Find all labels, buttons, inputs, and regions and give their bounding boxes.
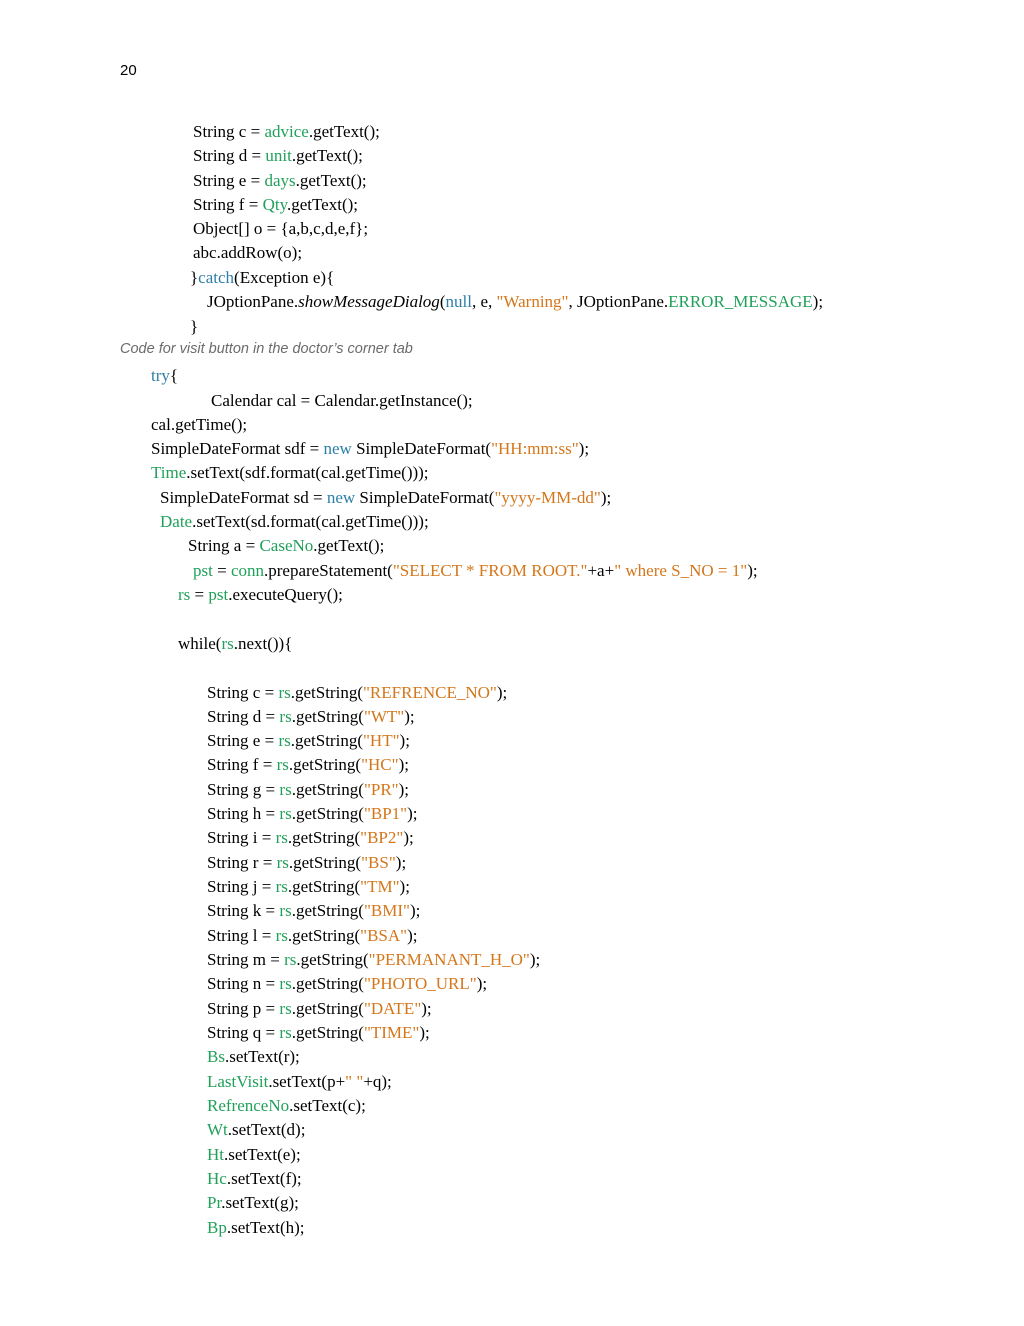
code-token-plain: String p = [207,999,280,1018]
code-token-plain: , e, [471,292,497,311]
code-token-keyword: try [151,366,170,385]
code-token-field: pst [193,561,213,580]
code-token-string: " " [345,1072,364,1091]
code-token-field: rs [279,780,292,799]
code-token-plain: .prepareStatement( [263,561,393,580]
code-line [207,1096,366,1116]
code-token-plain: .executeQuery(); [228,585,343,604]
code-line [207,780,409,800]
code-token-field: Qty [262,195,287,214]
code-token-plain: ); [747,561,758,580]
code-token-plain: String h = [207,804,280,823]
code-token-plain: .getText(); [291,146,363,165]
code-line [178,634,292,654]
code-token-plain: = [212,561,231,580]
code-token-plain: .getString( [291,999,364,1018]
code-token-field: Time [151,463,187,482]
code-token-plain: SimpleDateFormat( [351,439,492,458]
code-line [207,999,432,1019]
code-token-field: RefrenceNo [207,1096,290,1115]
code-caption: Code for visit button in the doctor’s corner tab [120,341,413,357]
code-line [207,853,406,873]
code-line [207,1023,430,1043]
code-line [151,415,247,435]
code-line [193,195,358,215]
code-line [193,171,367,191]
code-token-plain: ); [395,853,407,872]
code-token-plain: ); [398,780,410,799]
code-token-string: "BP1" [363,804,408,823]
code-token-string: "PHOTO_URL" [363,974,477,993]
code-token-plain: .setText(f); [226,1169,302,1188]
code-token-field: rs [275,926,288,945]
code-token-plain: .getString( [290,731,363,750]
code-token-plain: +q); [363,1072,392,1091]
code-token-plain: String i = [207,828,276,847]
code-token-plain: ); [578,439,590,458]
code-token-plain: .getString( [291,780,364,799]
code-token-plain: String c = [207,683,279,702]
code-token-plain: String e = [193,171,265,190]
code-token-plain: String f = [193,195,263,214]
code-line [151,463,429,483]
code-token-plain: .setText(r); [224,1047,300,1066]
code-token-string: "Warning" [496,292,569,311]
code-token-plain: SimpleDateFormat sd = [160,488,327,507]
code-token-plain: .getText(); [313,536,385,555]
code-token-field: LastVisit [207,1072,269,1091]
code-token-plain: ); [496,683,508,702]
code-token-plain: ); [398,755,409,774]
code-token-plain: String f = [207,755,277,774]
code-token-plain: SimpleDateFormat sdf = [151,439,324,458]
code-token-plain: } [190,317,199,336]
code-token-plain: String k = [207,901,280,920]
code-token-keyword: new [323,439,352,458]
code-line [193,122,380,142]
code-token-string: " where S_NO = 1" [614,561,748,580]
code-token-plain: String e = [207,731,279,750]
code-line [207,1193,299,1213]
code-token-plain: .getString( [287,828,361,847]
code-line [190,317,198,337]
code-token-field: Ht [207,1145,224,1164]
code-token-plain: .getString( [290,683,363,702]
code-token-plain: = [190,585,209,604]
code-token-field: days [264,171,296,190]
code-line [207,731,410,751]
code-token-string: "TM" [360,877,400,896]
code-token-string: "yyyy-MM-dd" [494,488,601,507]
code-token-string: "PR" [363,780,399,799]
code-token-plain: ); [399,731,410,750]
code-token-plain: String d = [193,146,266,165]
code-token-plain: String m = [207,950,285,969]
code-token-field: Bs [207,1047,225,1066]
code-token-plain: .getText(); [295,171,367,190]
code-token-string: "BMI" [363,901,410,920]
code-token-field: CaseNo [259,536,314,555]
code-token-field: Date [160,512,193,531]
code-line [207,1169,302,1189]
code-token-keyword: new [326,488,356,507]
code-token-plain: (Exception e){ [234,268,335,287]
code-line [207,926,418,946]
code-token-plain: } [190,268,199,287]
code-token-plain: .getString( [291,707,364,726]
code-token-plain: .getString( [296,950,369,969]
code-line [207,950,540,970]
code-token-plain: ); [529,950,541,969]
code-token-plain: ); [812,292,824,311]
code-token-plain: Object[] o = {a,b,c,d,e,f}; [193,219,369,238]
code-token-field: unit [265,146,292,165]
code-token-string: "SELECT * FROM ROOT." [392,561,588,580]
code-line [207,1120,305,1140]
code-token-plain: abc.addRow(o); [193,243,303,262]
code-line [190,268,334,288]
code-token-plain: { [169,366,179,385]
code-token-plain: JOptionPane. [207,292,299,311]
code-token-plain: .getString( [287,877,361,896]
code-token-plain: ); [407,926,418,945]
code-token-plain: , JOptionPane. [568,292,669,311]
code-line [207,707,415,727]
code-line [207,877,410,897]
code-token-plain: String l = [207,926,276,945]
code-token-plain: .setText(e); [224,1145,301,1164]
code-token-plain: .setText(sd.format(cal.getTime())); [192,512,429,531]
code-token-plain: .next()){ [233,634,293,653]
code-line [207,828,414,848]
code-token-plain: .getText(); [286,195,358,214]
code-token-field: rs [275,877,288,896]
code-token-plain: String g = [207,780,280,799]
code-line [160,512,429,532]
code-token-plain: cal.getTime(); [151,415,248,434]
code-token-field: Hc [207,1169,227,1188]
code-line [193,243,302,263]
code-token-plain: ); [409,901,421,920]
code-token-plain: ); [476,974,488,993]
code-token-plain: Calendar cal = Calendar.getInstance(); [211,391,473,410]
code-line [207,804,418,824]
code-token-field: rs [276,853,289,872]
code-token-keyword: catch [198,268,235,287]
code-token-field: rs [278,731,291,750]
code-token-field: Pr [207,1193,222,1212]
code-token-plain: String d = [207,707,280,726]
code-token-plain: ); [419,1023,430,1042]
code-token-plain: ); [403,828,414,847]
code-line [193,219,368,239]
code-line [207,901,420,921]
code-line [207,1072,392,1092]
page-number: 20 [120,62,137,79]
code-token-field: conn [230,561,264,580]
code-token-plain: String r = [207,853,277,872]
code-token-plain: ( [439,292,446,311]
code-token-field: rs [279,974,292,993]
code-token-plain: .getString( [288,853,362,872]
code-line [207,974,487,994]
code-token-field: rs [279,999,292,1018]
code-token-string: "TIME" [363,1023,420,1042]
code-line [207,755,409,775]
code-token-plain: while( [178,634,222,653]
code-line [211,391,473,411]
code-token-string: "PERMANANT_H_O" [368,950,530,969]
code-token-keyword: null [445,292,472,311]
code-token-string: "WT" [363,707,405,726]
code-token-plain: .setText(sdf.format(cal.getTime())); [186,463,429,482]
code-token-field: ERROR_MESSAGE [668,292,813,311]
code-token-plain: .setText(d); [227,1120,306,1139]
code-token-plain: .getString( [288,755,362,774]
code-token-string: "BS" [361,853,396,872]
code-token-field: rs [279,707,292,726]
code-token-plain: SimpleDateFormat( [355,488,495,507]
code-token-field: advice [264,122,309,141]
code-token-plain: .setText(g); [221,1193,299,1212]
code-token-plain: .setText(p+ [268,1072,346,1091]
code-token-string: "DATE" [363,999,422,1018]
code-token-field: rs [221,634,234,653]
code-token-string: "BSA" [360,926,408,945]
code-line [193,146,363,166]
code-token-plain: +a+ [587,561,615,580]
code-token-field: Wt [207,1120,228,1139]
code-token-plain: ); [404,707,415,726]
code-line [151,366,178,386]
code-line [193,561,758,581]
code-token-plain: String c = [193,122,265,141]
code-token-plain: ); [407,804,418,823]
code-token-plain: .getText(); [308,122,380,141]
code-token-field: rs [178,585,191,604]
code-token-string: "HC" [361,755,399,774]
code-token-field: rs [275,828,288,847]
code-token-plain: .getString( [291,804,364,823]
code-token-method-italic: showMessageDialog [298,292,440,311]
code-token-string: "REFRENCE_NO" [362,683,497,702]
code-token-field: rs [279,804,292,823]
code-token-plain: .setText(c); [289,1096,366,1115]
code-token-plain: String q = [207,1023,280,1042]
code-line [207,1145,301,1165]
code-line [207,1047,300,1067]
code-token-plain: .getString( [287,926,361,945]
code-token-plain: ); [399,877,410,896]
code-line [207,683,507,703]
code-token-field: Bp [207,1218,227,1237]
code-token-plain: .getString( [291,1023,364,1042]
code-token-field: rs [276,755,289,774]
code-line [160,488,611,508]
code-token-plain: .setText(h); [226,1218,305,1237]
code-token-string: "BP2" [360,828,404,847]
code-token-plain: ); [421,999,432,1018]
code-token-field: rs [278,683,291,702]
code-token-string: "HT" [362,731,400,750]
code-token-plain: .getString( [291,901,364,920]
code-line [207,1218,305,1238]
code-line [188,536,384,556]
code-line [151,439,589,459]
code-token-plain: String n = [207,974,280,993]
code-token-field: rs [284,950,297,969]
code-line [207,292,823,312]
code-token-plain: String a = [188,536,260,555]
code-token-string: "HH:mm:ss" [491,439,579,458]
code-token-plain: .getString( [291,974,364,993]
code-token-field: pst [208,585,229,604]
code-line [178,585,343,605]
code-token-plain: String j = [207,877,276,896]
code-token-plain: ); [600,488,612,507]
code-token-field: rs [279,901,292,920]
code-token-field: rs [279,1023,292,1042]
